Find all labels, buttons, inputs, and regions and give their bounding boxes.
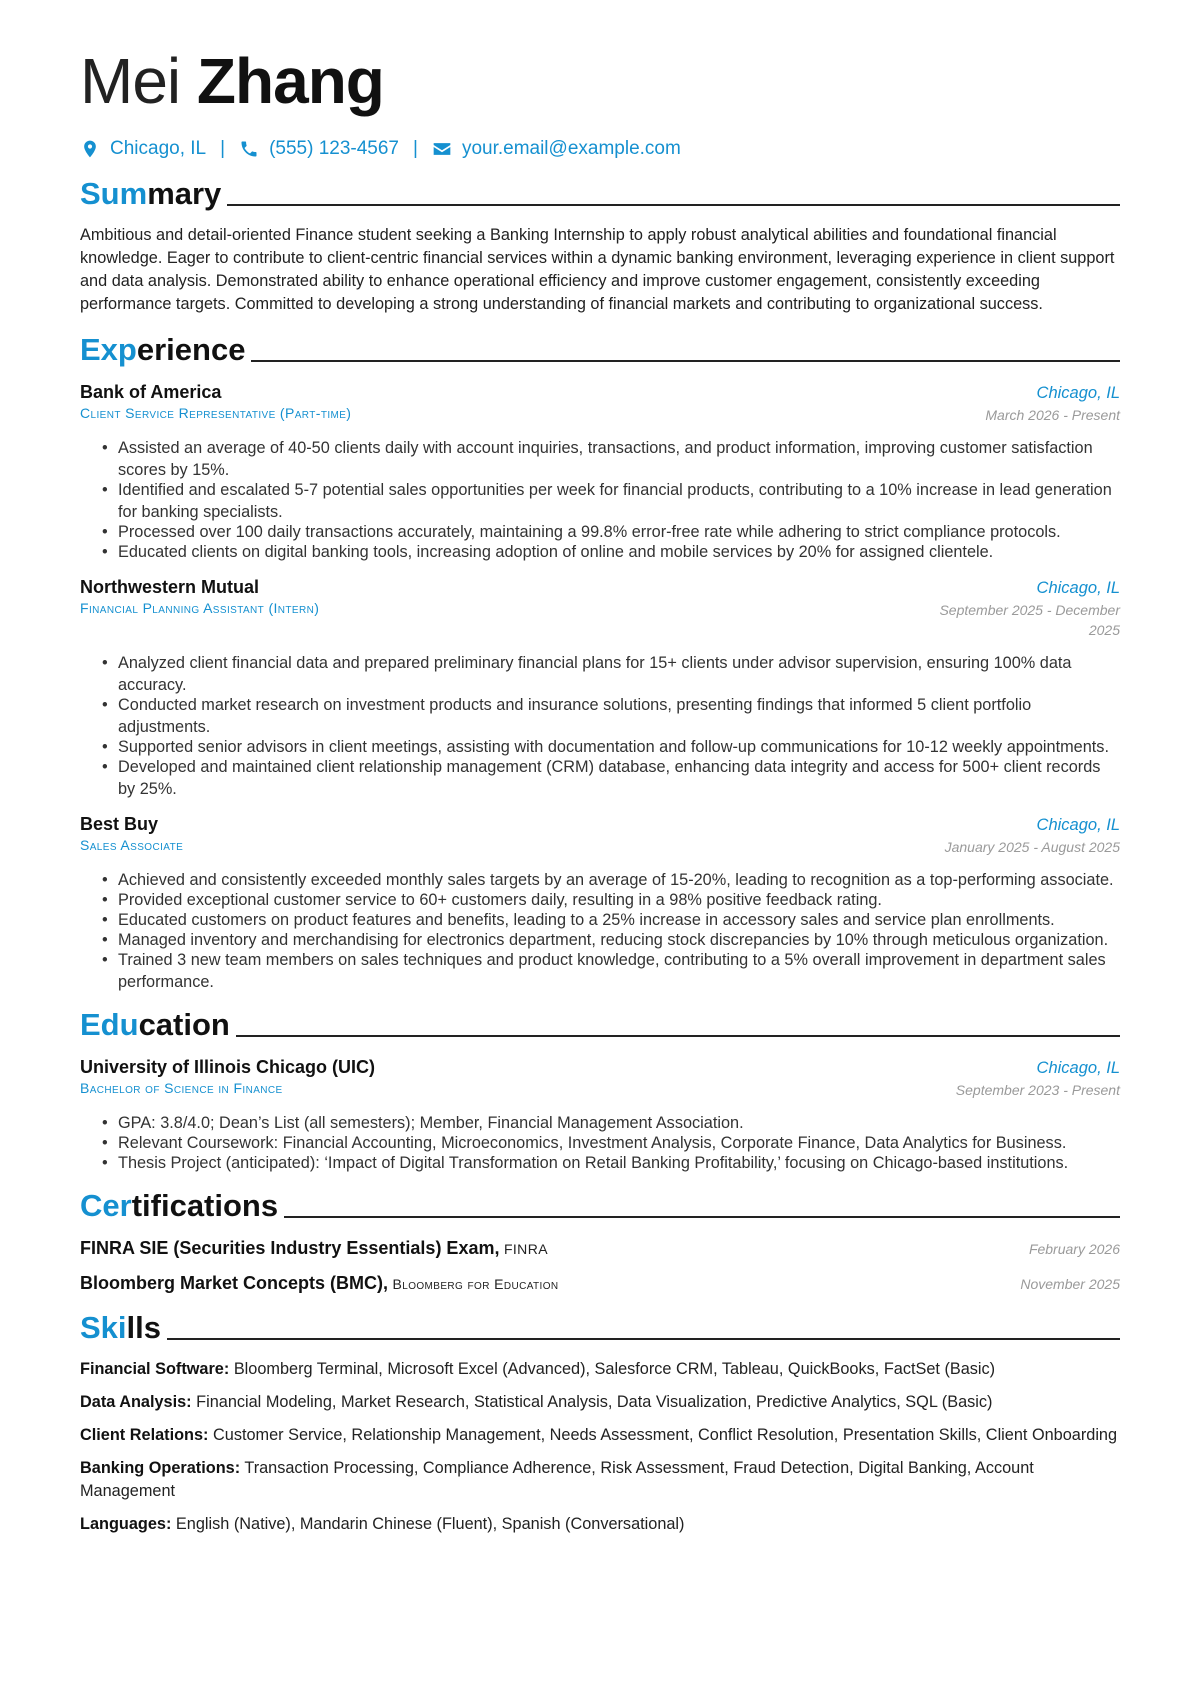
contact-line (80, 138, 1120, 160)
job-dates: March 2026 - Present (985, 407, 1120, 423)
resume-page (80, 40, 1120, 1536)
contact-email[interactable] (432, 138, 681, 160)
skill-label: Financial Software: (80, 1360, 230, 1378)
heading-accent: Edu (80, 1007, 139, 1042)
heading-rest: erience (136, 332, 246, 367)
section-rule (227, 204, 1120, 206)
section-rule (251, 360, 1120, 362)
list-item: • Managed inventory and merchandising for electronics department, reducing stock discrepancies by 10% through meticulous organization. (118, 929, 1120, 951)
heading-rest: lls (126, 1310, 161, 1345)
map-pin-icon (80, 139, 100, 159)
list-item: • Educated clients on digital banking tools, increasing adoption of online and mobile services by 20% for assigned clientele. (118, 541, 1120, 563)
cert-issuer: FINRA (503, 1241, 548, 1257)
summary-heading (80, 174, 1120, 212)
list-item: • Educated customers on product features and benefits, leading to a 25% increase in accessory sales and service plan enrollments. (118, 909, 1120, 931)
job-location: Chicago, IL (1036, 384, 1120, 402)
contact-separator: | (220, 138, 226, 159)
skill-values: Transaction Processing, Compliance Adherence, Risk Assessment, Fraud Detection, Digital Banking, Account Management (80, 1459, 1034, 1500)
contact-location (80, 138, 206, 160)
list-item: • Thesis Project (anticipated): ‘Impact of Digital Transformation on Retail Banking Profitability,’ focusing on Chicago-based institutions. (118, 1152, 1120, 1174)
list-item: • Provided exceptional customer service to 60+ customers daily, resulting in a 98% positive feedback rating. (118, 889, 1120, 911)
education-heading (80, 1005, 1120, 1043)
skill-values: Customer Service, Relationship Management, Needs Assessment, Conflict Resolution, Presentation Skills, Client Onboarding (213, 1426, 1118, 1444)
list-item: • Assisted an average of 40-50 clients daily with account inquiries, transactions, and product information, improving customer satisfaction scores by 15%. (118, 437, 1120, 481)
contact-separator: | (413, 138, 418, 159)
employer-name: Northwestern Mutual (80, 577, 260, 597)
skill-label: Banking Operations: (80, 1459, 241, 1477)
list-item: • Relevant Coursework: Financial Accounting, Microeconomics, Investment Analysis, Corporate Finance, Data Analytics for Business. (118, 1132, 1120, 1154)
skill-row (80, 1391, 1120, 1414)
cert-title: FINRA SIE (Securities Industry Essentials) Exam (80, 1238, 495, 1258)
list-item: • GPA: 3.8/4.0; Dean’s List (all semesters); Member, Financial Management Association. (118, 1112, 1120, 1134)
job-title: Financial Planning Assistant (Intern) (80, 600, 320, 616)
skill-row (80, 1457, 1120, 1503)
skill-label: Client Relations: (80, 1426, 209, 1444)
cert-date: February 2026 (1028, 1241, 1120, 1257)
phone-text: (555) 123-4567 (269, 138, 399, 159)
candidate-name (80, 40, 1120, 122)
heading-rest: tifications (131, 1188, 279, 1223)
school-dates: September 2023 - Present (955, 1082, 1120, 1098)
email-text: your.email@example.com (461, 138, 681, 159)
education-bullets (80, 1112, 1120, 1174)
section-rule (236, 1035, 1120, 1037)
experience-entry (80, 382, 1120, 563)
experience-heading (80, 330, 1120, 368)
employer-name: Bank of America (80, 382, 222, 402)
list-item: • Trained 3 new team members on sales techniques and product knowledge, contributing to a 5% overall improvement in department sales performance. (118, 949, 1120, 993)
heading-rest: mary (147, 176, 222, 211)
list-item: • Conducted market research on investment products and insurance solutions, presenting findings that informed 5 client portfolio adjustments. (118, 694, 1120, 738)
cert-date: November 2025 (1020, 1276, 1120, 1292)
job-location: Chicago, IL (1036, 579, 1120, 597)
skill-label: Languages: (80, 1515, 172, 1533)
envelope-icon (432, 139, 452, 159)
employer-name: Best Buy (80, 814, 159, 834)
skill-values: Financial Modeling, Market Research, Statistical Analysis, Data Visualization, Predictive Analytics, SQL (Basic) (196, 1393, 993, 1411)
contact-phone[interactable] (239, 138, 399, 160)
last-name: Zhang (196, 45, 384, 117)
job-location: Chicago, IL (1036, 816, 1120, 834)
section-rule (167, 1338, 1120, 1340)
degree-title: Bachelor of Science in Finance (80, 1080, 283, 1096)
first-name: Mei (80, 45, 181, 117)
skill-values: Bloomberg Terminal, Microsoft Excel (Advanced), Salesforce CRM, Tableau, QuickBooks, FactSet (Basic) (233, 1360, 996, 1378)
job-bullets (80, 869, 1120, 993)
job-dates: September 2025 - December 2025 (939, 602, 1120, 638)
phone-icon (239, 139, 259, 159)
list-item: • Analyzed client financial data and prepared preliminary financial plans for 15+ clients under advisor supervision, ensuring 100% data accuracy. (118, 652, 1120, 696)
skill-row (80, 1358, 1120, 1381)
certification-item: Bloomberg Market Concepts (BMC), Bloomberg for Education November 2025 (80, 1273, 1120, 1293)
list-item: • Achieved and consistently exceeded monthly sales targets by an average of 15-20%, leading to recognition as a top-performing associate. (118, 869, 1120, 891)
skill-values: English (Native), Mandarin Chinese (Fluent), Spanish (Conversational) (175, 1515, 685, 1533)
school-location: Chicago, IL (1036, 1059, 1120, 1077)
heading-accent: Ski (80, 1310, 127, 1345)
education-entry (80, 1057, 1120, 1174)
skill-label: Data Analysis: (80, 1393, 192, 1411)
certifications-heading (80, 1186, 1120, 1224)
list-item: • Identified and escalated 5-7 potential sales opportunities per week for financial products, contributing to a 10% increase in lead generation for banking specialists. (118, 479, 1120, 523)
list-item: • Supported senior advisors in client meetings, assisting with documentation and follow-up communications for 10-12 weekly appointments. (118, 736, 1120, 758)
cert-title: Bloomberg Market Concepts (BMC) (80, 1273, 384, 1293)
cert-issuer: Bloomberg for Education (392, 1276, 559, 1292)
experience-entry (80, 577, 1120, 800)
summary-text: Ambitious and detail-oriented Finance student seeking a Banking Internship to apply robust analytical abilities and foundational financial knowledge. Eager to contribute to client-centric financial services within a dynamic banking environment, leveraging experience in client support and data analysis. Demonstrated ability to enhance operational efficiency and improve customer engagement, consistently exceeding performance targets. Committed to developing a strong understanding of financial markets and contributing to organizational success. (80, 226, 1115, 313)
list-item: • Processed over 100 daily transactions accurately, maintaining a 99.8% error-free rate while adhering to strict compliance protocols. (118, 521, 1120, 543)
heading-rest: cation (138, 1007, 230, 1042)
job-dates: January 2025 - August 2025 (944, 839, 1120, 855)
list-item: • Developed and maintained client relationship management (CRM) database, enhancing data integrity and access for 500+ client records by 25%. (118, 756, 1120, 800)
heading-accent: Cer (80, 1188, 132, 1223)
job-bullets (80, 652, 1120, 800)
skill-row (80, 1424, 1120, 1447)
job-title: Client Service Representative (Part-time) (80, 405, 352, 421)
certification-item: FINRA SIE (Securities Industry Essentials) Exam, FINRA February 2026 (80, 1238, 1120, 1258)
skills-heading (80, 1308, 1120, 1346)
heading-accent: Exp (80, 332, 137, 367)
location-text: Chicago, IL (110, 138, 207, 159)
school-name: University of Illinois Chicago (UIC) (80, 1057, 376, 1077)
section-rule (284, 1216, 1120, 1218)
job-title: Sales Associate (80, 837, 184, 853)
skill-row (80, 1513, 1120, 1536)
heading-accent: Sum (80, 176, 148, 211)
job-bullets (80, 437, 1120, 563)
experience-entry (80, 814, 1120, 993)
